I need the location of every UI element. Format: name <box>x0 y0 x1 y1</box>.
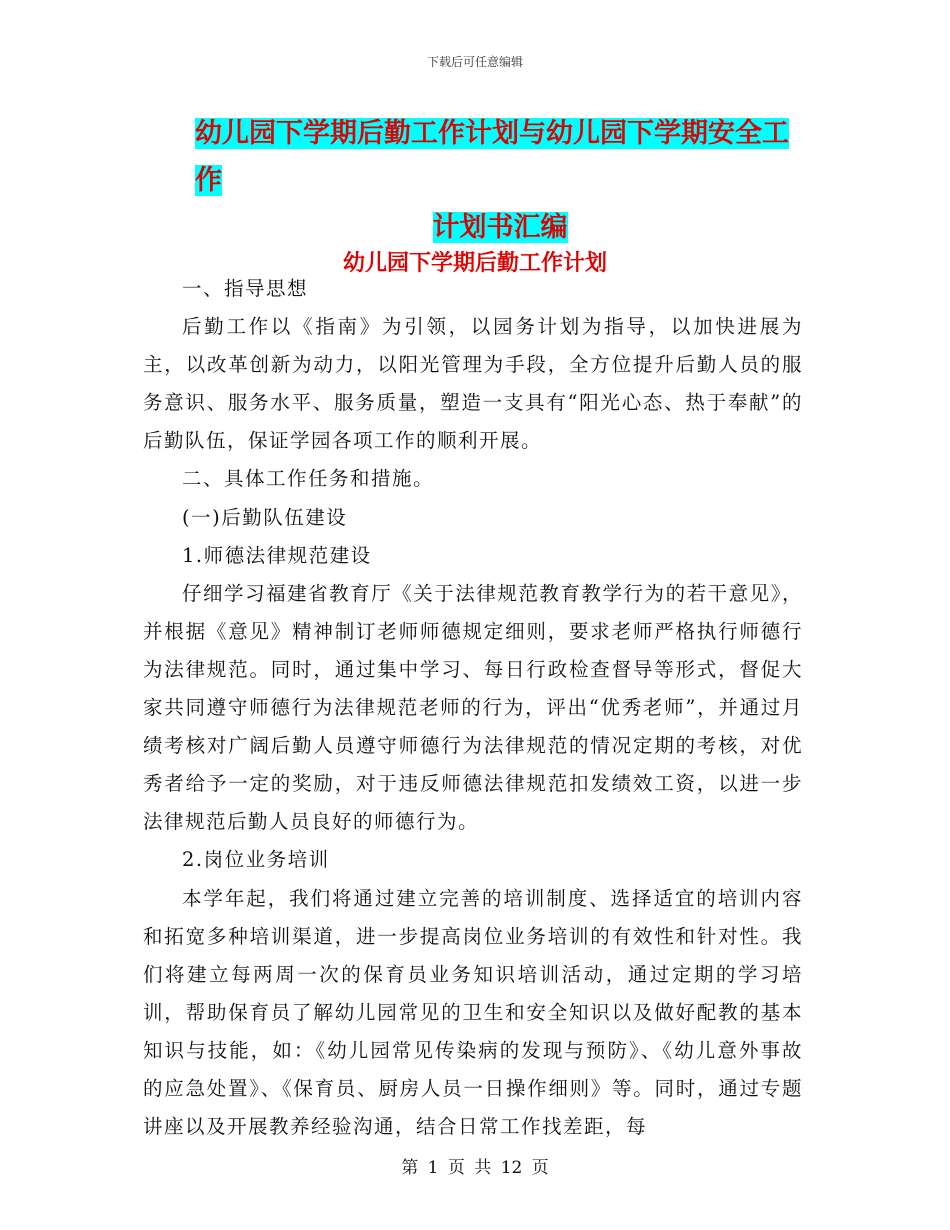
section-title: 幼儿园下学期后勤工作计划 <box>342 251 607 276</box>
heading-team-building: (一)后勤队伍建设 <box>182 505 348 529</box>
paragraph: 本学年起，我们将通过建立完善的培训制度、选择适宜的培训内容和拓宽多种培训渠道，进一步提高岗位业务培训的有效性和针对性。我们将建立每两周一次的保育员业务知识培训活动，通过定期的学习培训，帮助保育员了解幼儿园常见的卫生和安全知识以及做好配教的基本知识与技能，如：《幼儿园常见传染病的发现与预防》、《幼儿意外事故的应急处置》、《保育员、厨房人员一日操作细则》等。同时，通过专题讲座以及开展教养经验沟通，结合日常工作找差距，每 <box>143 886 803 1139</box>
heading-ethics-norms: 1.师德法律规范建设 <box>182 543 372 567</box>
heading-specific-tasks: 二、具体工作任务和措施。 <box>182 467 435 491</box>
title-line-1: 幼儿园下学期后勤工作计划与幼儿园下学期安全工作 <box>195 118 789 196</box>
title-line-2: 计划书汇编 <box>432 212 568 243</box>
body-text <box>143 270 803 1146</box>
paragraph: 仔细学习福建省教育厅《关于法律规范教育教学行为的若干意见》，并根据《意见》精神制订老师师德规定细则，要求老师严格执行师德行为法律规范。同时，通过集中学习、每日行政检查督导等形式，督促大家共同遵守师德行为法律规范老师的行为，评出“优秀老师”，并通过月绩考核对广阔后勤人员遵守师德行为法律规范的情况定期的考核，对优秀者给予一定的奖励，对于违反师德法律规范扣发绩效工资，以进一步法律规范后勤人员良好的师德行为。 <box>143 581 803 834</box>
heading-guiding-ideology: 一、指导思想 <box>182 277 309 300</box>
header-note: 下载后可任意编辑 <box>426 55 523 69</box>
page-number: 第 1 页 共 12 页 <box>401 1158 549 1178</box>
heading-job-training: 2.岗位业务培训 <box>182 848 330 872</box>
document-title <box>195 110 805 251</box>
paragraph: 后勤工作以《指南》为引领，以园务计划为指导，以加快进展为主，以改革创新为动力，以阳光管理为手段，全方位提升后勤人员的服务意识、服务水平、服务质量，塑造一支具有“阳光心态、热于奉献”的后勤队伍，保证学园各项工作的顺利开展。 <box>143 315 803 453</box>
